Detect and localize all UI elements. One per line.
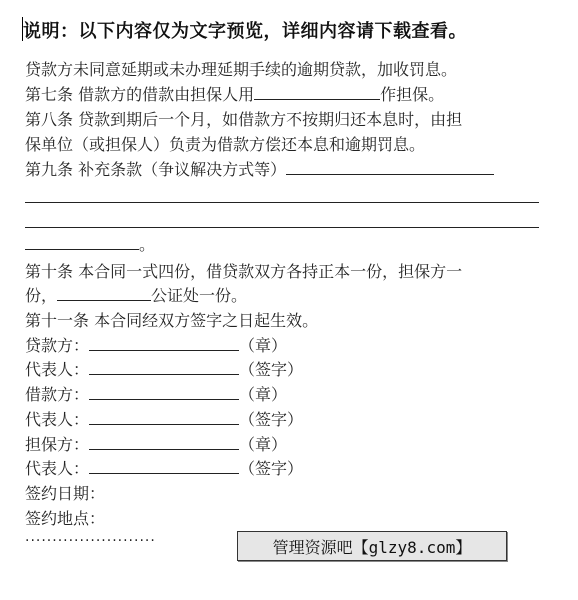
article-10-line2 (25, 284, 247, 308)
supplement-blank (286, 158, 494, 175)
article-8-line1: 第八条 贷款到期后一个月，如借款方不按期归还本息时，由担 (25, 110, 463, 129)
signature-label: 担保方： (25, 435, 90, 454)
signature-row (25, 334, 287, 358)
signature-blank (89, 433, 239, 450)
copies-blank (57, 284, 151, 301)
signature-label: 贷款方： (25, 336, 90, 355)
signature-suffix: （章） (239, 385, 288, 404)
sign-place-label: 签约地点： (25, 509, 106, 528)
signature-suffix: （签字） (239, 410, 304, 429)
signature-label: 代表人： (25, 459, 90, 478)
supplement-blank-end (25, 233, 139, 250)
signature-label: 代表人： (25, 410, 90, 429)
article-10-start: 份， (25, 286, 58, 305)
signature-row (25, 408, 303, 432)
signature-blank (89, 358, 239, 375)
preview-notice: 说明：以下内容仅为文字预览，详细内容请下载查看。 (23, 21, 467, 42)
article-9-text: 第九条 补充条款（争议解决方式等） (25, 160, 287, 179)
signature-suffix: （签字） (239, 360, 304, 379)
signature-row (25, 457, 303, 481)
article-7 (25, 83, 444, 107)
supplement-rule-3 (25, 233, 155, 257)
signature-row (25, 433, 287, 457)
signature-suffix: （签字） (239, 459, 304, 478)
article-7-text: 第七条 借款方的借款由担保人用 (25, 85, 255, 104)
article-11: 第十一条 本合同经双方签字之日起生效。 (25, 311, 319, 330)
article-10-line1: 第十条 本合同一式四份，借贷款双方各持正本一份，担保方一 (25, 262, 463, 281)
article-10-end: 公证处一份。 (151, 286, 248, 305)
dotted-leader: ························ (25, 533, 156, 549)
paragraph-overdue-penalty: 贷款方未同意延期或未办理延期手续的逾期贷款，加收罚息。 (25, 60, 458, 79)
supplement-period: 。 (139, 235, 156, 254)
signature-blank (89, 383, 239, 400)
article-8-line2: 保单位（或担保人）负责为借款方偿还本息和逾期罚息。 (25, 135, 426, 154)
sign-date-label: 签约日期： (25, 484, 106, 503)
signature-blank (89, 408, 239, 425)
signature-row (25, 383, 287, 407)
signature-suffix: （章） (239, 435, 288, 454)
signature-blank (89, 334, 239, 351)
signature-suffix: （章） (239, 336, 288, 355)
signature-label: 代表人： (25, 360, 90, 379)
site-watermark-button[interactable]: 管理资源吧【glzy8.com】 (237, 531, 507, 561)
signature-label: 借款方： (25, 385, 90, 404)
supplement-rule-2 (25, 227, 539, 228)
article-9 (25, 158, 494, 182)
supplement-rule-1 (25, 202, 539, 203)
signature-blank (89, 457, 239, 474)
article-7-end: 作担保。 (380, 85, 445, 104)
guarantee-blank (254, 83, 380, 100)
signature-row (25, 358, 303, 382)
